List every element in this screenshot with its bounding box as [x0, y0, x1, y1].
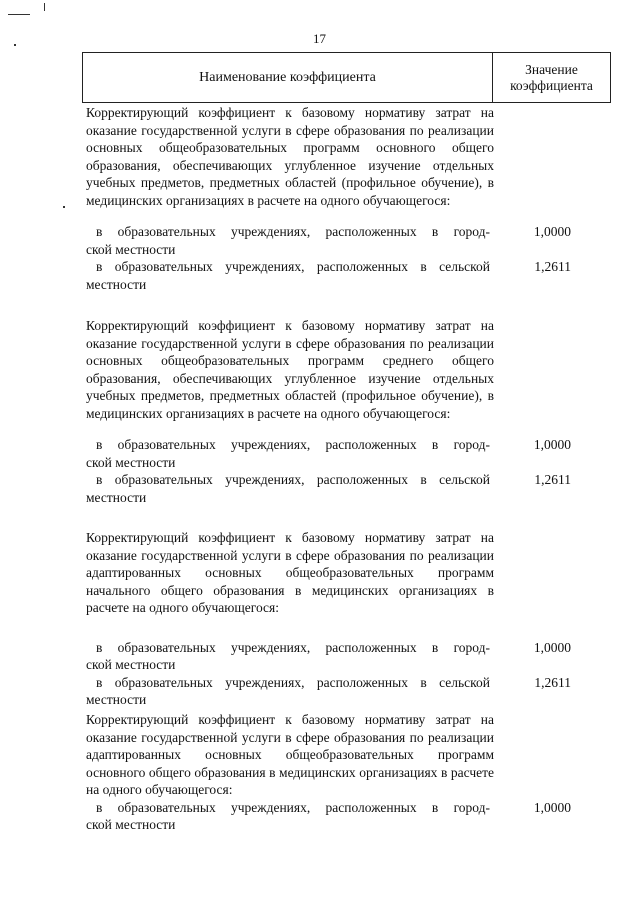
coefficient-description: Корректирующий коэффициент к базовому нормативу затрат на оказание государственной услуги в сфере образования по реализации основных общеобразовательных программ основного общего образования, обеспечивающих углубленное изучение отдельных учебных предметов, предметных областей (профильное обучение), в медицинских организациях в расчете на одного обучающегося:	[86, 105, 494, 208]
item-text-line1: в образовательных учреждениях, расположенных в город-	[96, 799, 490, 815]
item-value: 1,0000	[533, 224, 571, 239]
item-text-line1: в образовательных учреждениях, расположенных в сельской	[96, 259, 490, 274]
coefficient-block	[82, 317, 611, 506]
item-text-line2: ской местности	[86, 817, 176, 832]
coefficient-item	[82, 639, 611, 674]
scan-speck	[44, 3, 45, 11]
coefficient-block	[82, 104, 611, 293]
item-value: 1,2611	[534, 674, 571, 690]
coefficient-description: Корректирующий коэффициент к базовому нормативу затрат на оказание государственной услуги в сфере образования по реализации адаптированных основных общеобразовательных программ начального общего образования в медицинских организациях в расчете на одного обучающегося:	[86, 530, 494, 615]
item-value: 1,2611	[534, 472, 571, 487]
item-text-line2: ской местности	[86, 241, 176, 257]
item-text-line2: местности	[86, 489, 147, 505]
item-text	[82, 436, 490, 471]
item-text	[82, 674, 490, 709]
item-value: 1,0000	[533, 437, 571, 452]
item-text-line2: местности	[86, 692, 147, 707]
coefficient-block	[82, 711, 611, 834]
item-text-line2: местности	[86, 276, 147, 292]
scan-speck	[14, 44, 16, 46]
scan-speck	[8, 14, 30, 15]
item-text-line2: ской местности	[86, 657, 176, 672]
coefficient-item	[82, 436, 611, 471]
coefficient-description: Корректирующий коэффициент к базовому нормативу затрат на оказание государственной услуги в сфере образования по реализации адаптированных основных общеобразовательных программ основного общего образования в медицинских организациях в расчете на одного обучающегося:	[86, 712, 494, 797]
coefficient-description: Корректирующий коэффициент к базовому нормативу затрат на оказание государственной услуги в сфере образования по реализации основных общеобразовательных программ среднего общего образования, обеспечивающих углубленное изучение отдельных учебных предметов, предметных областей (профильное обучение), в медицинских организациях в расчете на одного обучающегося:	[86, 318, 494, 421]
coefficient-table	[82, 52, 611, 832]
scan-speck	[63, 206, 65, 208]
item-text-line1: в образовательных учреждениях, расположенных в город-	[96, 224, 490, 239]
item-text	[82, 799, 490, 834]
header-coefficient-value	[493, 53, 611, 102]
item-text	[82, 258, 490, 293]
coefficient-block	[82, 529, 611, 709]
item-text-line1: в образовательных учреждениях, расположенных в сельской	[96, 472, 490, 487]
item-text	[82, 639, 490, 674]
item-value: 1,0000	[533, 639, 571, 655]
coefficient-item	[82, 258, 611, 293]
item-text-line2: ской местности	[86, 454, 176, 470]
header-value-line1: Значение	[525, 61, 578, 77]
header-value-line2: коэффициента	[510, 77, 593, 93]
coefficient-item	[82, 674, 611, 709]
item-value: 1,2611	[534, 259, 571, 274]
item-text-line1: в образовательных учреждениях, расположенных в город-	[96, 437, 490, 452]
item-value: 1,0000	[533, 799, 571, 815]
item-text-line1: в образовательных учреждениях, расположенных в сельской	[96, 674, 490, 690]
coefficient-item	[82, 799, 611, 834]
table-header	[82, 52, 611, 103]
header-coefficient-name: Наименование коэффициента	[82, 53, 493, 102]
item-text-line1: в образовательных учреждениях, расположенных в город-	[96, 639, 490, 655]
page-number: 17	[313, 31, 326, 46]
coefficient-item	[82, 471, 611, 506]
item-text	[82, 471, 490, 506]
coefficient-item	[82, 223, 611, 258]
item-text	[82, 223, 490, 258]
